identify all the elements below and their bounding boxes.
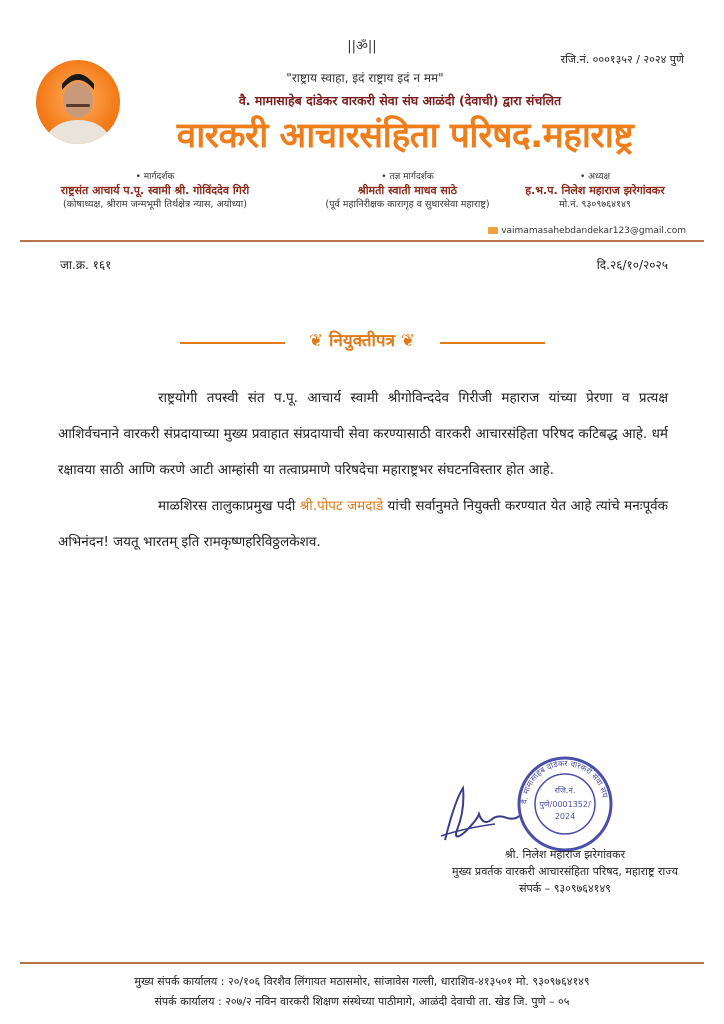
stamp-year: 2024	[554, 812, 576, 821]
svg-text:वै. मामासाहेब दांडेकर वारकरी स	[519, 759, 610, 805]
appointee-name: श्री.पोपट जमदाडे	[299, 498, 384, 514]
official-guide	[20, 170, 290, 212]
stamp-reg: रजि.नं.	[554, 786, 576, 795]
letter-body	[58, 380, 668, 560]
email-text: vaimamasahebdandekar123@gmail.com	[501, 226, 686, 236]
footer-main-office: मुख्य संपर्क कार्यालय : २०/१०६ विरशैव लिंगायत मठासमोर, सांजावेस गल्ली, धाराशिव-४१३५०१ मो. ९३०९७६४१४९	[134, 975, 590, 988]
motto: "राष्ट्राय स्वाहा, इदं राष्ट्राय इदं न मम"	[286, 71, 444, 85]
portrait-avatar	[36, 60, 120, 144]
official-name: राष्ट्रसंत आचार्य प.पू. स्वामी श्री. गोविंददेव गिरी	[60, 184, 250, 197]
email	[488, 226, 686, 236]
official-expert-guide	[295, 170, 520, 212]
official-role: • तज्ञ मार्गदर्शक	[381, 172, 434, 182]
organization-name: वारकरी आचारसंहिता परिषद.महाराष्ट्र	[176, 116, 634, 156]
footer-contact-office: संपर्क कार्यालय : २०७/२ नविन वारकरी शिक्षण संस्थेच्या पाठीमागे, आळंदी देवाची ता. खेड जि. पुणे – ०५	[154, 995, 570, 1008]
signatory-designation: मुख्य प्रवर्तक वारकरी आचारसंहिता परिषद, महाराष्ट्र राज्य	[452, 865, 678, 878]
paragraph-2: माळशिरस तालुकाप्रमुख पदी श्री.पोपट जमदाडे यांची सर्वानुमते नियुक्ती करण्यात येत आहे त्यांचे मनःपूर्वक अभिनंदन! जयतू भारतम् इति रामकृष्णहरिविठ्ठलकेशव.	[58, 498, 668, 550]
official-desc: (पूर्व महानिरीक्षक कारागृह व सुधारसेवा महाराष्ट्र)	[325, 199, 490, 210]
registration-number: रजि.नं. ०००१३५२ / २०२४ पुणे	[560, 53, 684, 66]
official-name: ह.भ.प. निलेश महाराज झरेगांवकर	[525, 184, 665, 197]
stamp-number: पुणे/0001352/	[539, 800, 591, 809]
signature	[435, 780, 525, 854]
official-name: श्रीमती स्वाती माधव साठे	[357, 184, 458, 197]
footer-addresses	[0, 972, 724, 1012]
flourish-icon: ❦	[394, 331, 416, 351]
header-divider	[20, 240, 704, 242]
sub-title: वै. मामासाहेब दांडेकर वारकरी सेवा संघ आळंदी (देवाची) द्वारा संचलित	[238, 93, 562, 108]
letter-date: दि.२६/१०/२०२५	[596, 258, 668, 272]
footer-divider	[20, 962, 704, 964]
flourish-icon: ❦	[308, 331, 330, 351]
official-role: • अध्यक्ष	[579, 172, 611, 182]
signatory-contact: संपर्क – ९३०९७६४१४९	[519, 882, 611, 895]
official-role: • मार्गदर्शक	[135, 172, 175, 182]
official-desc: (कोषाध्यक्ष, श्रीराम जन्मभूमी तिर्थक्षेत्र न्यास, अयोध्या)	[63, 199, 247, 210]
letter-title-text: नियुक्तीपत्र	[329, 331, 395, 351]
official-stamp	[516, 755, 614, 853]
paragraph-1: राष्ट्रयोगी तपस्वी संत प.पू. आचार्य स्वामी श्रीगोविन्ददेव गिरीजी महाराज यांच्या प्रेरणा व प्रत्यक्ष आशिर्वचनाने वारकरी संप्रदायाच्या मुख्य प्रवाहात संप्रदायाची सेवा करण्यासाठी वारकरी आचारसंहिता परिषद कटिबद्ध आहे. धर्म रक्षावया साठी आणि करणे आटी आम्हांसी या तत्वाप्रमाणे परिषदेचा महाराष्ट्रभर संघटनविस्तार होत आहे.	[58, 390, 668, 478]
official-president	[495, 170, 695, 212]
mail-icon	[488, 227, 498, 234]
official-phone: मो.नं. ९३०९७६४१४९	[559, 199, 631, 210]
reference-number: जा.क्र. १६१	[60, 258, 112, 272]
stamp-ring-text: वै. मामासाहेब दांडेकर वारकरी सेवा संघ	[519, 758, 610, 805]
letter-title	[0, 328, 724, 351]
om-symbol: ||ॐ||	[347, 39, 377, 54]
signatory-block	[420, 846, 710, 897]
signatory-name: श्री. निलेश महाराज झरेगांवकर	[504, 848, 626, 861]
